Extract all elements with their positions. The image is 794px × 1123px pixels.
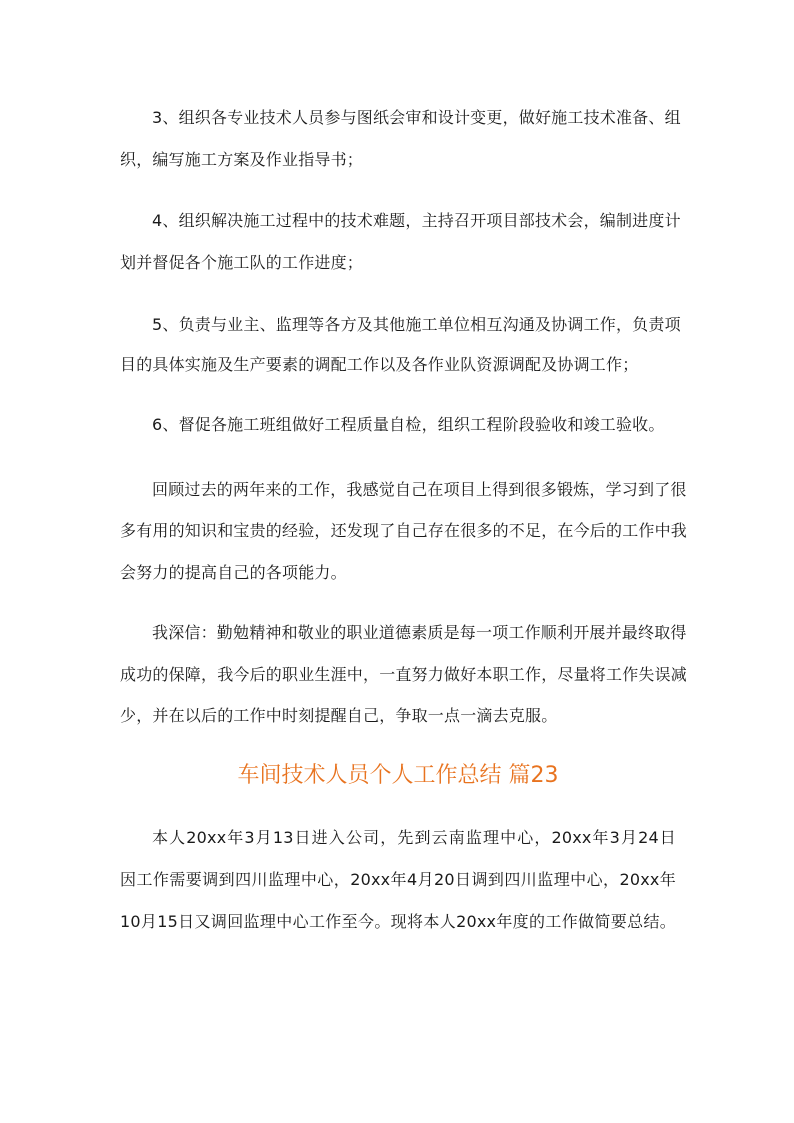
review-paragraph-line-2: 多有用的知识和宝贵的经验，还发现了自己存在很多的不足，在今后的工作中我: [120, 521, 688, 540]
paragraph-3-line-1: 3、组织各专业技术人员参与图纸会审和设计变更，做好施工技术准备、组: [152, 108, 681, 127]
review-paragraph-line-3: 会努力的提高自己的各项能力。: [120, 563, 347, 582]
paragraph-5-line-2: 目的具体实施及生产要素的调配工作以及各作业队资源调配及协调工作；: [120, 355, 639, 374]
paragraph-3-line-2: 织，编写施工方案及作业指导书；: [120, 150, 364, 169]
intro-paragraph-line-1: 本人20xx年3月13日进入公司，先到云南监理中心，20xx年3月24日: [152, 828, 676, 847]
belief-paragraph-line-3: 少，并在以后的工作中时刻提醒自己，争取一点一滴去克服。: [120, 706, 558, 725]
intro-paragraph-line-3: 10月15日又调回监理中心工作至今。现将本人20xx年度的工作做简要总结。: [120, 912, 676, 931]
intro-paragraph-line-2: 因工作需要调到四川监理中心，20xx年4月20日调到四川监理中心，20xx年: [120, 870, 676, 889]
paragraph-5-line-1: 5、负责与业主、监理等各方及其他施工单位相互沟通及协调工作，负责项: [152, 315, 681, 334]
review-paragraph-line-1: 回顾过去的两年来的工作，我感觉自己在项目上得到很多锻炼，学习到了很: [152, 480, 687, 499]
belief-paragraph-line-1: 我深信：勤勉精神和敬业的职业道德素质是每一项工作顺利开展并最终取得: [152, 623, 687, 642]
paragraph-4-line-2: 划并督促各个施工队的工作进度；: [120, 253, 364, 272]
belief-paragraph-line-2: 成功的保障，我今后的职业生涯中，一直努力做好本职工作，尽量将工作失误减: [120, 665, 688, 684]
paragraph-6-line-1: 6、督促各施工班组做好工程质量自检，组织工程阶段验收和竣工验收。: [152, 415, 665, 434]
paragraph-4-line-1: 4、组织解决施工过程中的技术难题，主持召开项目部技术会，编制进度计: [152, 211, 681, 230]
section-heading: 车间技术人员个人工作总结 篇23: [237, 763, 559, 788]
